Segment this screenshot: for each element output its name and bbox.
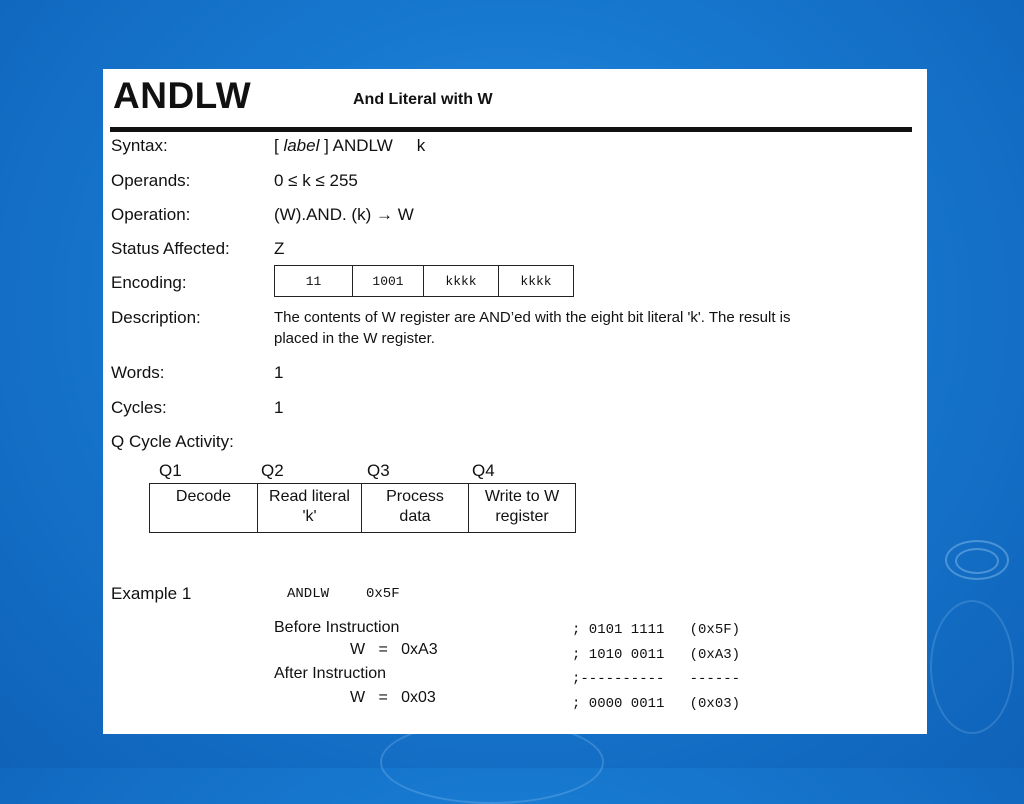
example-operand: 0x5F (366, 586, 400, 602)
instruction-card (103, 69, 927, 734)
example-comment: ; 0101 1111 (0x5F) (572, 622, 741, 638)
q-cell-line: Process (386, 488, 444, 505)
q-cell (362, 484, 469, 533)
example-comment: ; 1010 0011 (0xA3) (572, 647, 741, 663)
syntax-label-word: label (283, 136, 320, 155)
description-label: Description: (111, 308, 201, 327)
q-header: Q3 (367, 461, 390, 480)
after-label: After Instruction (274, 665, 387, 682)
q-header: Q2 (261, 461, 284, 480)
example-label: Example 1 (111, 584, 192, 603)
operands-label: Operands: (111, 171, 191, 190)
before-label: Before Instruction (274, 619, 400, 636)
description-line: The contents of W register are AND’ed with the eight bit literal 'k'. The result is (274, 309, 791, 326)
encoding-field: 1001 (353, 266, 424, 297)
q-cycle-label: Q Cycle Activity: (111, 432, 234, 451)
before-value: W = 0xA3 (350, 641, 438, 658)
encoding-label: Encoding: (111, 273, 187, 292)
status-value: Z (274, 239, 285, 258)
q-cell (469, 484, 576, 533)
syntax-mnemonic: ] ANDLW (319, 136, 393, 155)
encoding-field: kkkk (499, 266, 574, 297)
instruction-title: ANDLW (113, 75, 252, 116)
words-label: Words: (111, 363, 165, 382)
description-text (274, 307, 791, 349)
example-comment: ;---------- ------ (572, 671, 741, 687)
encoding-field: 11 (275, 266, 353, 297)
q-cycle-table (149, 483, 576, 533)
q-cell (258, 484, 362, 533)
after-value: W = 0x03 (350, 689, 436, 706)
q-cell-line: data (399, 508, 431, 525)
q-cell-line: register (495, 508, 549, 525)
status-label: Status Affected: (111, 239, 230, 258)
syntax-value (274, 136, 425, 156)
cycles-value: 1 (274, 398, 284, 417)
q-header: Q4 (472, 461, 495, 480)
title-divider (110, 127, 912, 132)
q-header: Q1 (159, 461, 182, 480)
q-cell (150, 484, 258, 533)
syntax-operand: k (416, 136, 426, 155)
q-cell-line: 'k' (302, 508, 317, 525)
instruction-subtitle: And Literal with W (353, 91, 493, 108)
encoding-field: kkkk (424, 266, 499, 297)
q-cell-line: Read literal (269, 488, 350, 505)
ripple-decoration (930, 600, 1014, 734)
operation-label: Operation: (111, 205, 191, 224)
ripple-decoration (955, 548, 999, 574)
q-cell-line: Write to W (484, 488, 560, 505)
operation-value: (W).AND. (k) → W (274, 205, 414, 224)
operands-value: 0 ≤ k ≤ 255 (274, 171, 358, 190)
q-cell-line: Decode (175, 488, 232, 505)
example-comment: ; 0000 0011 (0x03) (572, 696, 741, 712)
syntax-open: [ (274, 136, 284, 155)
syntax-label: Syntax: (111, 136, 168, 155)
cycles-label: Cycles: (111, 398, 167, 417)
description-line: placed in the W register. (274, 330, 435, 347)
encoding-table (274, 265, 574, 297)
example-instruction: ANDLW (287, 586, 330, 602)
words-value: 1 (274, 363, 284, 382)
